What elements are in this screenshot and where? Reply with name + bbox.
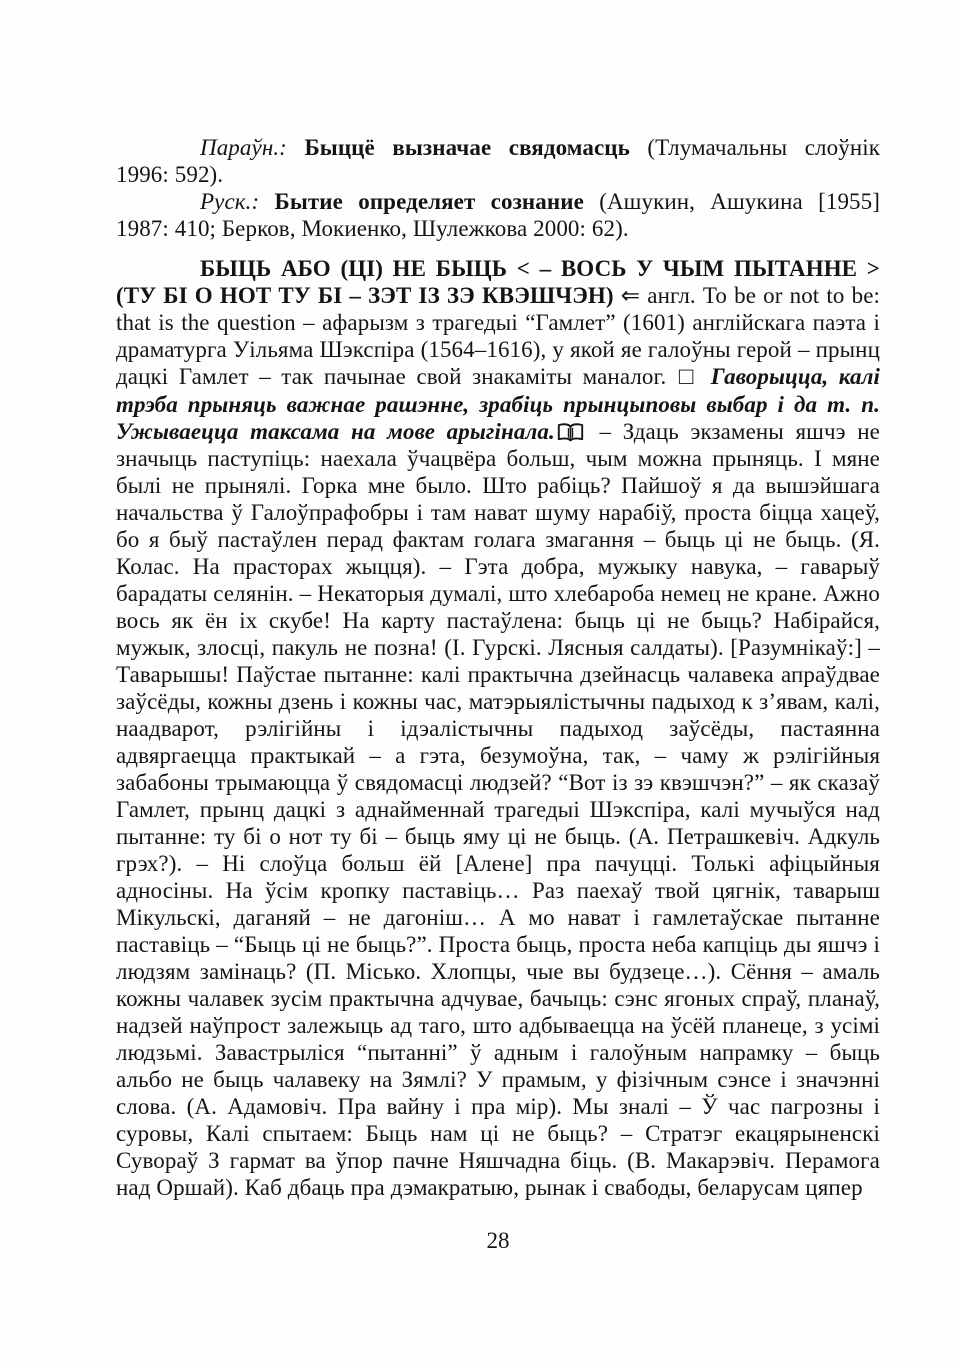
open-book-icon [557, 423, 584, 442]
russian-source: (Ашукин, Ашукина [1955] 1987: 410; Берков, Мокиенко, Шулежкова 2000: 62). [116, 189, 881, 241]
dictionary-entry-paragraph [116, 255, 880, 1201]
entry-usage-note: Гаворыцца, калі трэба прыняць важнае рашэнне, зрабіць прынцыповы выбар і да т. п. Ужываецца таксама на мове арыгінала. [116, 364, 880, 444]
entry-headword: БЫЦЬ АБО (ЦІ) НЕ БЫЦЬ < – ВОСЬ У ЧЫМ ПЫТАННЕ > (ТУ БІ О НОТ ТУ БІ – ЗЭТ ІЗ ЗЭ КВЭШЧЭН) [116, 256, 880, 308]
comparison-source: (Тлумачальны слоўнік 1996: 592). [116, 135, 880, 187]
comparison-label: Параўн.: [200, 135, 287, 160]
russian-label: Руск.: [200, 189, 260, 214]
entry-etymology: ⇐ англ. To be or not to be: that is the question – афарызм з трагедыі “Гамлет” (1601) англійскага паэта і драматурга Уільяма Шэкспіра (1564–1616), у якой яе галоўны герой – прынц дацкі Гамлет – так пачынае свой знакаміты маналог. [116, 283, 880, 389]
russian-phrase: Бытие определяет сознание [274, 189, 584, 214]
comparison-phrase: Быццё вызначае свядомасць [304, 135, 630, 160]
page-number: 28 [486, 1228, 510, 1253]
entry-examples: – Здаць экзамены яшчэ не значыць паступіць: наехала ўчацвёра больш, чым можна прыняць. І мяне былі не прынялі. Горка мне было. Што рабіць? Пайшоў я да вышэйшага начальства ў Галоўпрафобры і там нават шуму нарабіў, проста біцца хацеў, бо я быў пастаўлен перад фактам голага змагання – быць ці не быць. (Я. Колас. На прасторах жыцця). – Гэта добра, мужыку навука, – гаварыў барадаты селянін. – Некаторыя думалі, што хлебароба немец не кране. Ажно вось як ён іх скубе! На карту пастаўлена: быць ці не быць? Набірайся, мужык, злосці, пакуль не позна! (І. Гурскі. Лясныя салдаты). [Разумнікаў:] – Таварышы! Паўстае пытанне: калі практычна дзейнасць чалавека апраўдвае заўсёды, кожны дзень і кожны час, матэрыялістычны падыход к з’явам, калі, наадварот, рэлігійны і ідэалістычны падыход заўсёды, пастаянна адвяргаецца практыкай – а гэта, безумоўна, так, – чаму ж рэлігійныя забабоны трымаюцца ў свядомасці людзей? “Вот із зэ квэшчэн?” – як сказаў Гамлет, прынц дацкі з аднайменнай трагедыі Шэкспіра, калі мучыўся над пытанне: ту бі о нот ту бі – быць яму ці не быць. (А. Петрашкевіч. Адкуль грэх?). – Ні слоўца больш ёй [Алене] пра пачуцці. Толькі афіцыйныя адносіны. На ўсім кропку паставіць… Раз паехаў твой цягнік, таварыш Мікульскі, даганяй – не дагоніш… А мо нават і гамлетаўскае пытанне паставіць – “Быць ці не быць?”. Проста быць, проста неба капціць ды яшчэ і людзям замінаць? (П. Місько. Хлопцы, чые вы будзеце…). Сёння – амаль кожны чалавек зусім практычна адчувае, бачыць: сэнс ягоных спраў, планаў, надзей наўпрост залежыць ад таго, што адбываецца на ўсёй планеце, з усімі людзьмі. Завастрыліся “пытанні” ў адным і галоўным напрамку – быць альбо не быць чалавеку на Зямлі? У прамым, у фізічным сэнсе і значэнні слова. (А. Адамовіч. Пра вайну і пра мір). Мы зналі – Ў час пагрозны і суровы, Калі спытаем: Быць нам ці не быць? – Стратэг екацярыненскі Сувораў З гармат ва ўпор пачне Няшчадна біць. (В. Макарэвіч. Перамога над Оршай). Каб дбаць пра дэмакратыю, рынак і свабоды, беларусам цяпер [116, 419, 880, 1200]
comparison-paragraph [116, 134, 880, 188]
white-square-icon: □ [678, 364, 699, 390]
text-block [116, 134, 880, 1201]
russian-equivalent-paragraph [116, 188, 880, 242]
